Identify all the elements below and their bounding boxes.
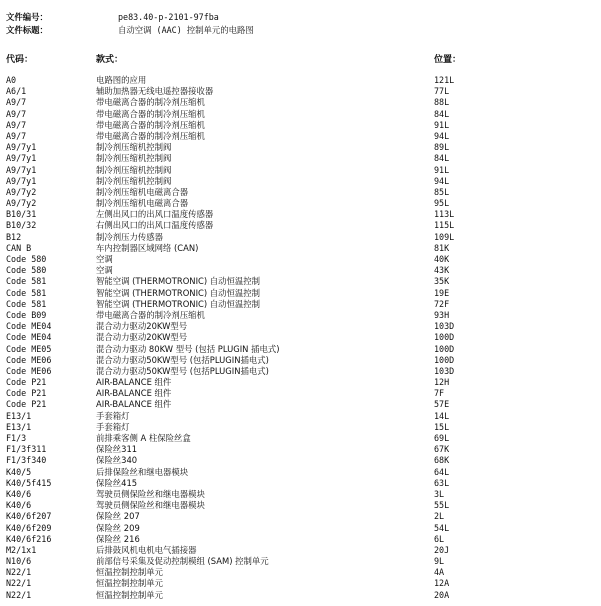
table-row xyxy=(0,288,601,299)
table-row xyxy=(0,276,601,287)
table-row xyxy=(0,534,601,545)
row-description: 保险丝 209 xyxy=(96,522,140,533)
row-position: 77L xyxy=(434,86,450,97)
table-row xyxy=(0,243,601,254)
table-row xyxy=(0,165,601,176)
row-position: 68K xyxy=(434,455,450,466)
row-description: 后排鼓风机电机电气插接器 xyxy=(96,544,197,555)
row-code: K40/6f207 xyxy=(6,511,52,522)
row-description: 空调 xyxy=(96,254,113,264)
row-code: A9/7y2 xyxy=(6,198,37,209)
row-code: Code 581 xyxy=(6,287,47,298)
row-description: 智能空调 (THERMOTRONIC) 自动恒温控制 xyxy=(96,287,261,298)
row-code: Code B09 xyxy=(6,309,47,320)
row-code: A9/7y1 xyxy=(6,153,37,164)
table-row xyxy=(0,455,601,466)
row-position: 100D xyxy=(434,354,455,365)
table-row xyxy=(0,142,601,153)
row-position: 14L xyxy=(434,410,450,421)
doc-title-line xyxy=(6,24,254,37)
table-row xyxy=(0,131,601,142)
row-position: 4A xyxy=(434,567,445,578)
row-description: AIR-BALANCE 组件 xyxy=(96,377,172,388)
row-position: 91L xyxy=(434,119,450,130)
row-description: 带电磁离合器的制冷剂压缩机 xyxy=(96,130,205,141)
row-position: 57E xyxy=(434,399,450,410)
doc-title-value: 自动空调 (AAC) 控制单元的电路图 xyxy=(118,25,254,35)
header-code: 代码： xyxy=(6,55,34,65)
row-position: 43K xyxy=(434,265,450,276)
doc-number-value: pe83.40-p-2101-97fba xyxy=(118,12,219,22)
row-code: K40/6 xyxy=(6,500,32,511)
row-description: 空调 xyxy=(96,265,113,276)
row-position: 103D xyxy=(434,321,455,332)
table-row xyxy=(0,265,601,276)
row-description: 保险丝415 xyxy=(96,477,138,488)
table-header xyxy=(0,54,601,66)
row-description: 制冷剂压缩机电磁离合器 xyxy=(96,186,189,197)
table-row xyxy=(0,399,601,410)
table-row xyxy=(0,478,601,489)
row-description: 驾驶员侧保险丝和继电器模块 xyxy=(96,500,205,511)
row-position: 94L xyxy=(434,130,450,141)
row-code: N22/1 xyxy=(6,589,32,600)
table-row xyxy=(0,86,601,97)
row-code: N22/1 xyxy=(6,578,32,589)
row-code: N22/1 xyxy=(6,567,32,578)
row-position: 69L xyxy=(434,433,450,443)
component-list xyxy=(0,75,601,601)
row-code: K40/5 xyxy=(6,466,32,477)
row-position: 121L xyxy=(434,75,455,85)
row-description: 辅助加热器无线电遥控器接收器 xyxy=(96,86,214,97)
row-code: A9/7 xyxy=(6,97,27,108)
row-code: K40/5f415 xyxy=(6,477,52,488)
table-row xyxy=(0,444,601,455)
row-code: Code ME04 xyxy=(6,321,52,332)
row-description: 制冷剂压力传感器 xyxy=(96,231,163,242)
row-code: K40/6f209 xyxy=(6,522,52,533)
table-row xyxy=(0,254,601,265)
row-position: 12A xyxy=(434,578,450,589)
doc-title-label: 文件标题： xyxy=(6,25,48,35)
table-row xyxy=(0,433,601,444)
row-position: 63L xyxy=(434,477,450,488)
row-description: 制冷剂压缩机电磁离合器 xyxy=(96,198,189,209)
row-description: AIR-BALANCE 组件 xyxy=(96,399,172,410)
row-description: 左侧出风口的出风口温度传感器 xyxy=(96,209,214,220)
row-code: B12 xyxy=(6,231,22,242)
document-meta xyxy=(6,11,254,37)
table-row xyxy=(0,578,601,589)
table-row xyxy=(0,500,601,511)
row-code: A0 xyxy=(6,75,17,85)
table-row xyxy=(0,467,601,478)
row-position: 103D xyxy=(434,365,455,376)
table-row xyxy=(0,120,601,131)
table-row xyxy=(0,388,601,399)
row-code: B10/32 xyxy=(6,220,37,231)
row-position: 100D xyxy=(434,343,455,354)
row-code: Code ME05 xyxy=(6,343,52,354)
row-description: 保险丝311 xyxy=(96,444,138,455)
table-row xyxy=(0,366,601,377)
row-position: 95L xyxy=(434,198,450,209)
table-row xyxy=(0,377,601,388)
table-row xyxy=(0,109,601,120)
row-description: 混合动力驱动50KW型号 (包括PLUGIN插电式) xyxy=(96,354,269,365)
row-position: 113L xyxy=(434,209,455,220)
row-position: 72F xyxy=(434,298,450,309)
row-code: F1/3f311 xyxy=(6,444,47,455)
row-code: Code ME06 xyxy=(6,365,52,376)
row-description: 带电磁离合器的制冷剂压缩机 xyxy=(96,119,205,130)
row-position: 91L xyxy=(434,164,450,175)
table-row xyxy=(0,310,601,321)
row-code: F1/3f340 xyxy=(6,455,47,466)
row-description: 带电磁离合器的制冷剂压缩机 xyxy=(96,309,205,320)
table-row xyxy=(0,567,601,578)
row-description: 带电磁离合器的制冷剂压缩机 xyxy=(96,97,205,108)
row-position: 81K xyxy=(434,242,450,253)
table-row xyxy=(0,97,601,108)
table-row xyxy=(0,220,601,231)
row-position: 3L xyxy=(434,488,445,499)
row-code: N10/6 xyxy=(6,556,32,567)
row-description: 电路图的应用 xyxy=(96,75,147,85)
table-row xyxy=(0,411,601,422)
row-code: Code ME04 xyxy=(6,332,52,343)
row-description: 前部信号采集及促动控制模组 (SAM) 控制单元 xyxy=(96,556,269,567)
row-code: F1/3 xyxy=(6,433,27,443)
row-code: E13/1 xyxy=(6,410,32,421)
row-code: CAN B xyxy=(6,242,32,253)
row-description: 恒温控制控制单元 xyxy=(96,589,163,600)
row-code: A6/1 xyxy=(6,86,27,97)
table-row xyxy=(0,344,601,355)
row-position: 2L xyxy=(434,511,445,522)
row-position: 67K xyxy=(434,444,450,455)
row-position: 84L xyxy=(434,108,450,119)
row-position: 85L xyxy=(434,186,450,197)
table-row xyxy=(0,187,601,198)
row-code: Code ME06 xyxy=(6,354,52,365)
row-code: A9/7 xyxy=(6,119,27,130)
row-position: 6L xyxy=(434,533,445,544)
row-code: Code 581 xyxy=(6,298,47,309)
table-row xyxy=(0,545,601,556)
table-row xyxy=(0,355,601,366)
row-description: 智能空调 (THERMOTRONIC) 自动恒温控制 xyxy=(96,276,261,287)
row-code: A9/7 xyxy=(6,108,27,119)
table-row xyxy=(0,232,601,243)
row-position: 40K xyxy=(434,254,450,264)
row-code: A9/7 xyxy=(6,130,27,141)
row-position: 20J xyxy=(434,544,450,555)
table-row xyxy=(0,209,601,220)
row-position: 88L xyxy=(434,97,450,108)
table-row xyxy=(0,75,601,86)
row-code: Code P21 xyxy=(6,377,47,388)
row-code: Code 580 xyxy=(6,265,47,276)
row-description: 混合动力驱动20KW型号 xyxy=(96,321,188,332)
row-position: 89L xyxy=(434,142,450,153)
row-position: 109L xyxy=(434,231,455,242)
table-row xyxy=(0,556,601,567)
row-position: 35K xyxy=(434,276,450,287)
row-position: 84L xyxy=(434,153,450,164)
header-description: 款式： xyxy=(96,55,124,65)
table-row xyxy=(0,523,601,534)
row-code: E13/1 xyxy=(6,421,32,432)
row-description: 制冷剂压缩机控制阀 xyxy=(96,164,172,175)
row-position: 54L xyxy=(434,522,450,533)
row-code: A9/7y2 xyxy=(6,186,37,197)
row-position: 19E xyxy=(434,287,450,298)
row-description: AIR-BALANCE 组件 xyxy=(96,388,172,399)
table-row xyxy=(0,198,601,209)
row-code: Code 580 xyxy=(6,254,47,264)
row-position: 12H xyxy=(434,377,450,388)
row-description: 手套箱灯 xyxy=(96,421,130,432)
row-position: 64L xyxy=(434,466,450,477)
row-description: 恒温控制控制单元 xyxy=(96,567,163,578)
row-code: M2/1x1 xyxy=(6,544,37,555)
table-row xyxy=(0,299,601,310)
doc-number-line xyxy=(6,11,254,24)
header-position: 位置： xyxy=(434,55,462,65)
row-code: Code P21 xyxy=(6,399,47,410)
table-row xyxy=(0,153,601,164)
row-position: 7F xyxy=(434,388,445,399)
doc-number-label: 文件编号： xyxy=(6,12,48,22)
row-description: 后排保险丝和继电器模块 xyxy=(96,466,189,477)
row-position: 94L xyxy=(434,175,450,186)
row-position: 93H xyxy=(434,309,450,320)
row-code: A9/7y1 xyxy=(6,142,37,153)
row-description: 混合动力驱动20KW型号 xyxy=(96,332,188,343)
table-row xyxy=(0,511,601,522)
row-description: 保险丝 207 xyxy=(96,511,140,522)
row-position: 55L xyxy=(434,500,450,511)
row-code: Code P21 xyxy=(6,388,47,399)
table-row xyxy=(0,321,601,332)
row-position: 20A xyxy=(434,589,450,600)
row-description: 智能空调 (THERMOTRONIC) 自动恒温控制 xyxy=(96,298,261,309)
row-description: 制冷剂压缩机控制阀 xyxy=(96,175,172,186)
row-position: 115L xyxy=(434,220,455,231)
row-code: A9/7y1 xyxy=(6,164,37,175)
row-position: 100D xyxy=(434,332,455,343)
row-code: B10/31 xyxy=(6,209,37,220)
row-description: 带电磁离合器的制冷剂压缩机 xyxy=(96,108,205,119)
row-description: 制冷剂压缩机控制阀 xyxy=(96,142,172,153)
row-description: 保险丝 216 xyxy=(96,533,140,544)
row-description: 保险丝340 xyxy=(96,455,138,466)
row-position: 9L xyxy=(434,556,445,567)
table-row xyxy=(0,176,601,187)
table-row xyxy=(0,332,601,343)
table-row xyxy=(0,422,601,433)
row-code: K40/6 xyxy=(6,488,32,499)
row-description: 混合动力驱动50KW型号 (包括PLUGIN插电式) xyxy=(96,365,269,376)
row-code: A9/7y1 xyxy=(6,175,37,186)
table-row xyxy=(0,489,601,500)
row-description: 前排乘客侧 A 柱保险丝盒 xyxy=(96,433,191,443)
row-code: Code 581 xyxy=(6,276,47,287)
row-description: 恒温控制控制单元 xyxy=(96,578,163,589)
row-description: 制冷剂压缩机控制阀 xyxy=(96,153,172,164)
table-row xyxy=(0,590,601,601)
row-description: 混合动力驱动 80KW 型号 (包括 PLUGIN 插电式) xyxy=(96,343,280,354)
row-code: K40/6f216 xyxy=(6,533,52,544)
row-description: 右侧出风口的出风口温度传感器 xyxy=(96,220,214,231)
row-description: 手套箱灯 xyxy=(96,410,130,421)
row-description: 车内控制器区域网络 (CAN) xyxy=(96,242,199,253)
row-position: 15L xyxy=(434,421,450,432)
row-description: 驾驶员侧保险丝和继电器模块 xyxy=(96,488,205,499)
